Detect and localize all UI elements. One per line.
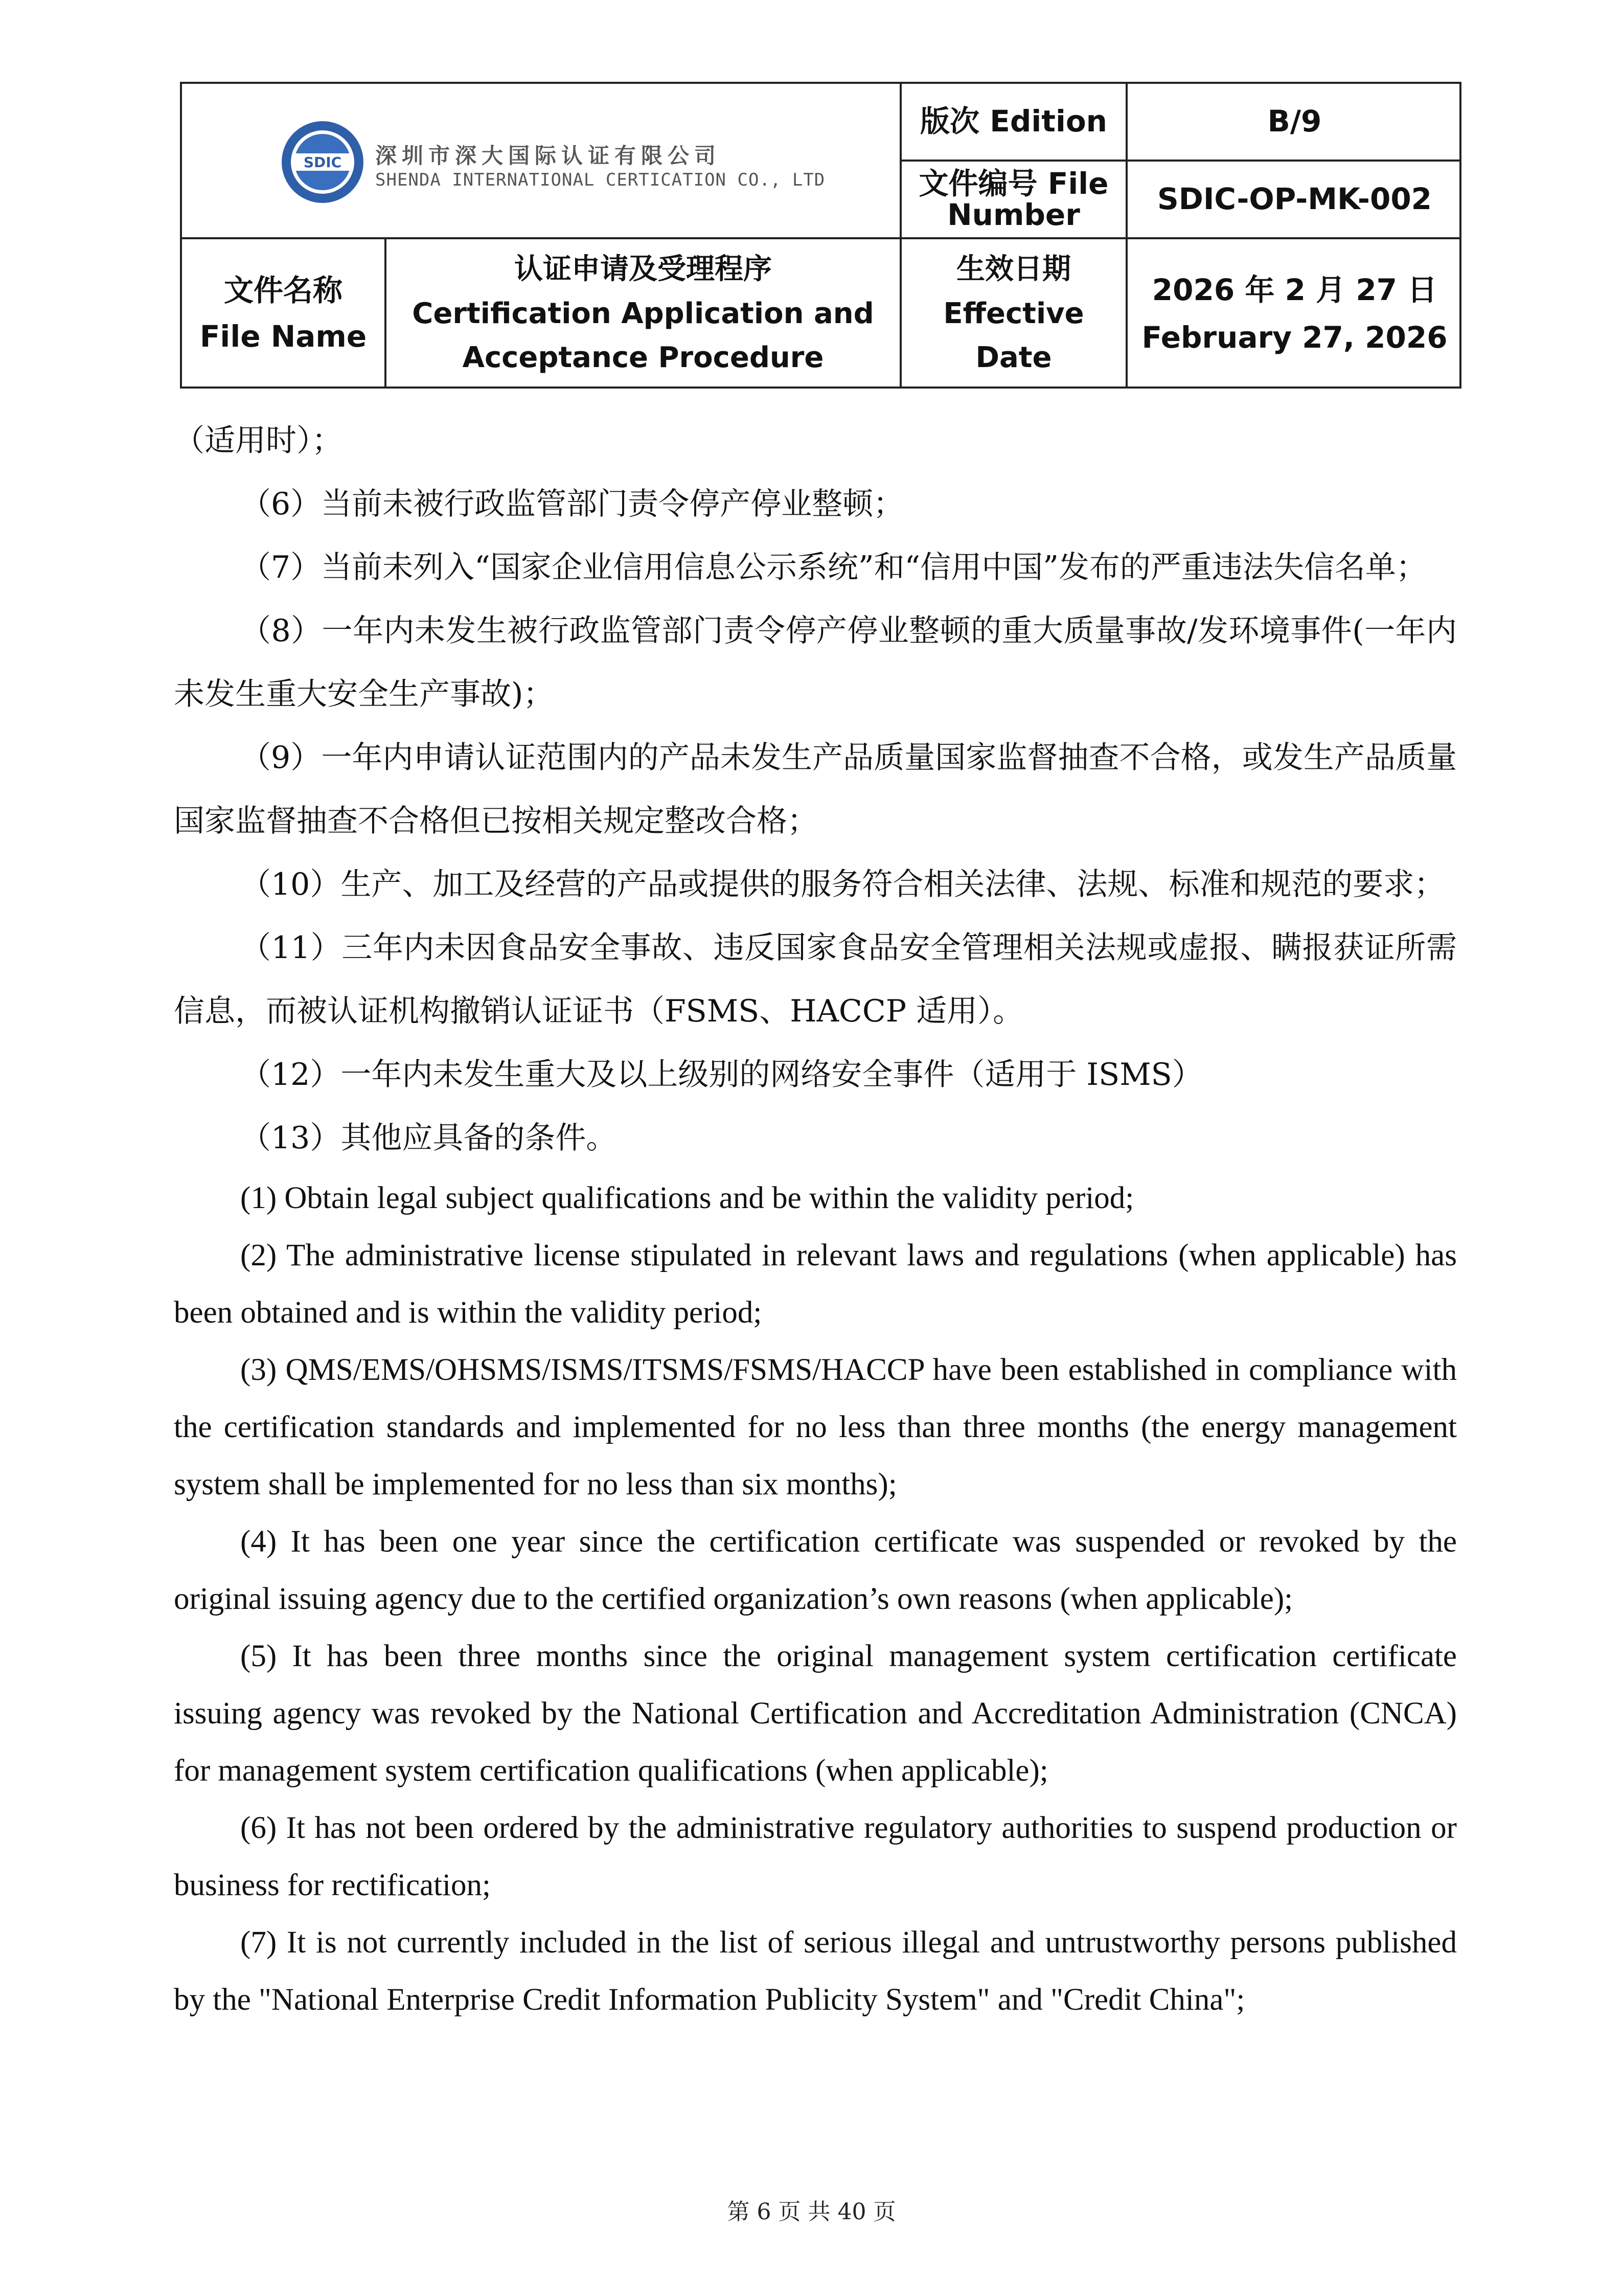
paragraph-cn: （8）一年内未发生被行政监管部门责令停产停业整顿的重大质量事故/发环境事件(一年内未发生重大安全生产事故)； xyxy=(174,613,1457,712)
paragraph-en: (5) It has been three months since the original management system certification certificate issuing agency was revoked by the National Certification and Accreditation Administration (CNCA) for management system certification qualifications (when applicable); xyxy=(174,1639,1457,1788)
paragraph-cn: （12）一年内未发生重大及以上级别的网络安全事件（适用于 ISMS） xyxy=(240,1057,1203,1093)
effective-label-en-1: Effective xyxy=(943,297,1084,330)
paragraph-cn: （7）当前未列入“国家企业信用信息公示系统”和“信用中国”发布的严重违法失信名单； xyxy=(240,550,1427,585)
paragraph-en: (4) It has been one year since the certification certificate was suspended or revoked by the original issuing agency due to the certified organization’s own reasons (when applicable); xyxy=(174,1525,1457,1616)
effective-date-label xyxy=(902,239,1126,389)
edition-label-text: 版次 Edition xyxy=(920,104,1107,139)
effective-date-en: February 27, 2026 xyxy=(1141,320,1448,355)
file-number-label-en: Number xyxy=(947,197,1080,232)
page-number: 第 6 页 共 40 页 xyxy=(727,2199,896,2225)
company-logo-icon xyxy=(279,119,366,206)
file-name-value xyxy=(386,239,900,389)
edition-label xyxy=(902,84,1126,160)
file-name-label xyxy=(182,239,384,389)
file-number-label xyxy=(902,162,1126,237)
file-name-en-1: Certification Application and xyxy=(412,297,874,330)
document-header-table xyxy=(180,82,1461,389)
company-name-cn: 深圳市深大国际认证有限公司 xyxy=(375,143,721,168)
paragraph-cn: （13）其他应具备的条件。 xyxy=(240,1120,617,1156)
file-name-label-cn: 文件名称 xyxy=(223,273,342,308)
file-name-cn: 认证申请及受理程序 xyxy=(514,252,772,286)
paragraph-cn: （9）一年内申请认证范围内的产品未发生产品质量国家监督抽查不合格，或发生产品质量国家监督抽查不合格但已按相关规定整改合格； xyxy=(174,740,1457,839)
file-name-en-2: Acceptance Procedure xyxy=(462,341,824,375)
svg-text:SDIC: SDIC xyxy=(303,154,342,171)
effective-date-cn: 2026 年 2 月 27 日 xyxy=(1152,272,1437,308)
paragraph-en: (3) QMS/EMS/OHSMS/ISMS/ITSMS/FSMS/HACCP have been established in compliance with the certification standards and implemented for no less than three months (the energy management system shall be implemented for no less than six months); xyxy=(174,1353,1457,1502)
company-logo-block xyxy=(279,119,841,211)
effective-label-en-2: Date xyxy=(975,341,1052,375)
paragraph-en: (2) The administrative license stipulated in relevant laws and regulations (when applicable) has been obtained and is within the validity period; xyxy=(174,1238,1457,1330)
effective-label-cn: 生效日期 xyxy=(956,252,1071,286)
paragraph-cn: （11）三年内未因食品安全事故、违反国家食品安全管理相关法规或虚报、瞒报获证所需信息，而被认证机构撤销认证证书（FSMS、HACCP 适用）。 xyxy=(174,930,1457,1029)
paragraph-en: (7) It is not currently included in the list of serious illegal and untrustworthy persons published by the "National Enterprise Credit Information Publicity System" and "Credit China"; xyxy=(174,1925,1457,2017)
effective-date-value xyxy=(1128,239,1461,389)
paragraph-cn: （适用时）； xyxy=(174,423,342,459)
file-name-label-en: File Name xyxy=(199,319,367,354)
file-number-label-cn: 文件编号 File xyxy=(919,166,1109,201)
paragraph-en: (6) It has not been ordered by the administrative regulatory authorities to suspend production or business for rectification; xyxy=(174,1811,1457,1902)
document-body xyxy=(174,409,1457,2029)
paragraph-cn: （6）当前未被行政监管部门责令停产停业整顿； xyxy=(240,486,904,522)
file-number-value-text: SDIC-OP-MK-002 xyxy=(1157,181,1432,217)
paragraph-cn: （10）生产、加工及经营的产品或提供的服务符合相关法律、法规、标准和规范的要求； xyxy=(240,867,1445,902)
paragraph-en: (1) Obtain legal subject qualifications and be within the validity period; xyxy=(240,1181,1134,1215)
edition-value xyxy=(1128,84,1461,160)
edition-value-text: B/9 xyxy=(1267,104,1322,139)
file-number-value xyxy=(1128,162,1461,237)
company-name-en: SHENDA INTERNATIONAL CERTICATION CO., LTD xyxy=(375,170,826,190)
